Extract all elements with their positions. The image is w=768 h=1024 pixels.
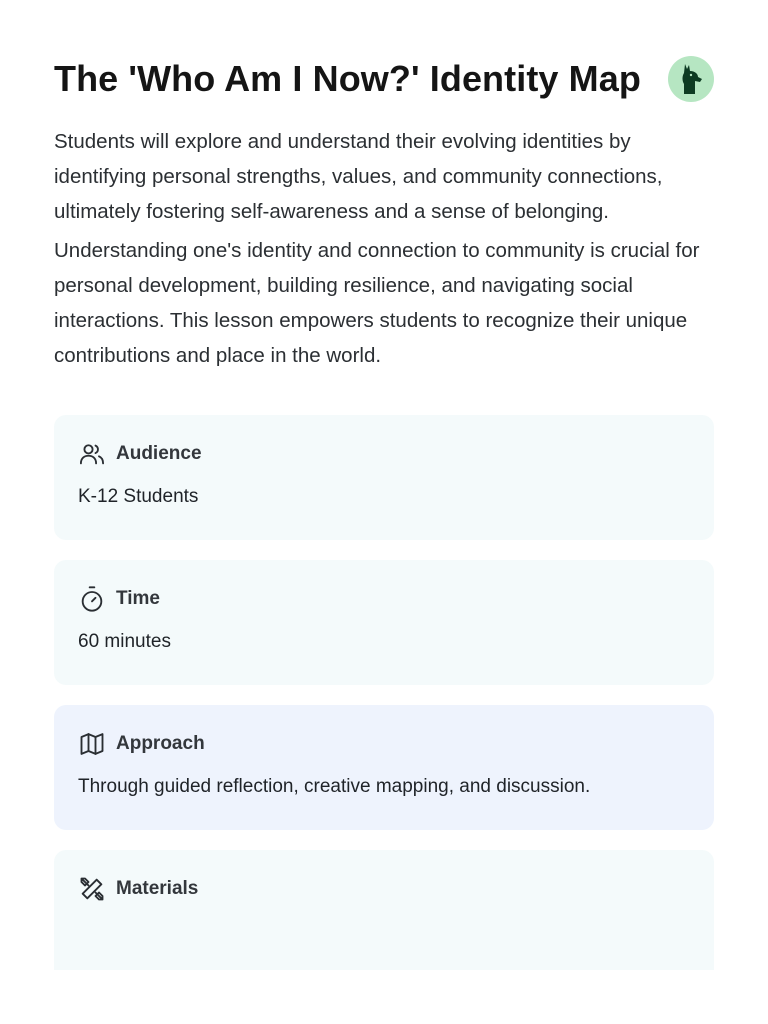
time-label: Time xyxy=(116,588,161,609)
map-icon xyxy=(78,730,106,758)
audience-label: Audience xyxy=(116,443,202,464)
info-cards xyxy=(54,415,714,970)
page-title: The 'Who Am I Now?' Identity Map xyxy=(54,58,641,99)
materials-label: Materials xyxy=(116,878,199,899)
pencil-ruler-icon xyxy=(78,875,106,903)
audience-value: K-12 Students xyxy=(78,486,199,507)
llama-icon xyxy=(676,62,706,96)
audience-header xyxy=(78,439,690,469)
time-header xyxy=(78,584,690,614)
rationale-text: Understanding one's identity and connection to community is crucial for personal development, building resilience, and navigating social interactions. This lesson empowers students to recognize their unique contributions and place in the world. xyxy=(54,239,700,367)
intro xyxy=(54,124,714,373)
approach-header xyxy=(78,729,690,759)
approach-card xyxy=(54,705,714,830)
users-icon xyxy=(78,440,106,468)
llama-avatar-icon[interactable] xyxy=(668,56,714,102)
materials-header xyxy=(78,874,690,904)
approach-label: Approach xyxy=(116,733,205,754)
time-value: 60 minutes xyxy=(78,631,171,652)
approach-value: Through guided reflection, creative mapping, and discussion. xyxy=(78,776,591,797)
title-row xyxy=(54,48,714,110)
materials-card xyxy=(54,850,714,970)
stopwatch-icon xyxy=(78,585,106,613)
time-card xyxy=(54,560,714,685)
audience-card xyxy=(54,415,714,540)
objective-text: Students will explore and understand their evolving identities by identifying personal strengths, values, and community connections, ultimately fostering self-awareness and a sense of belonging. xyxy=(54,130,663,223)
